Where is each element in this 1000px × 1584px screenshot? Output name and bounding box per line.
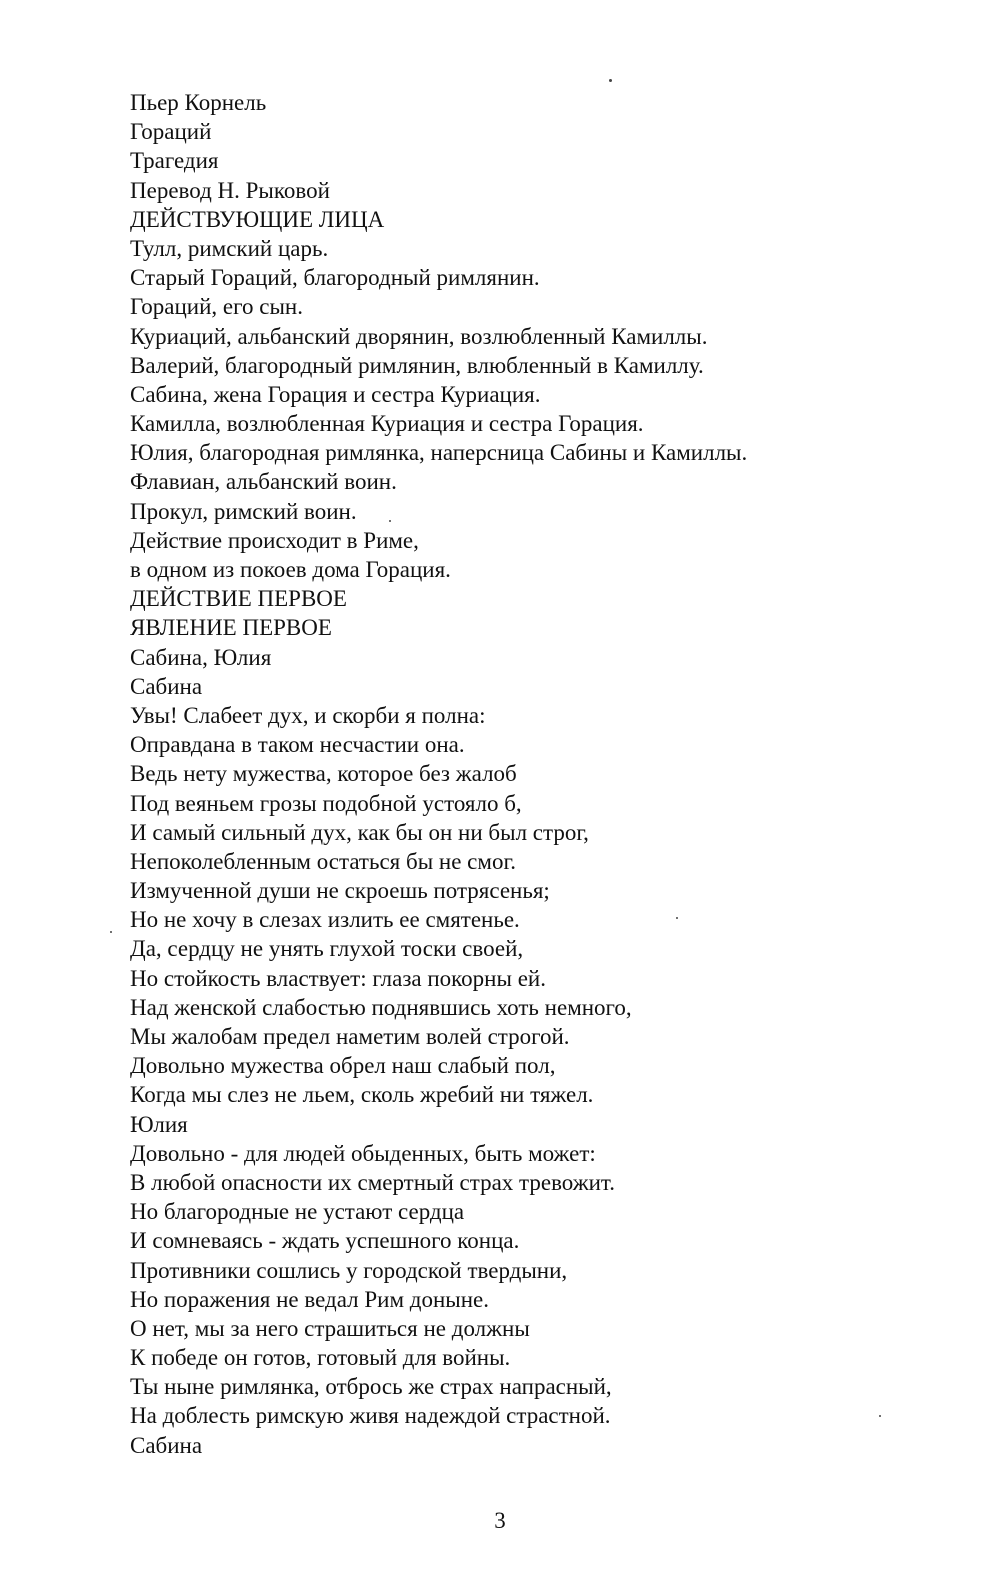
text-line: ДЕЙСТВИЕ ПЕРВОЕ (130, 586, 347, 612)
text-line: Над женской слабостью поднявшись хоть немного, (130, 994, 632, 1020)
text-line: Сабина, Юлия (130, 644, 272, 670)
text-line: И сомневаясь - ждать успешного конца. (130, 1228, 520, 1254)
text-line: Трагедия (130, 148, 219, 174)
text-line: Измученной души не скроешь потрясенья; (130, 878, 550, 904)
text-line: И самый сильный дух, как бы он ни был строг, (130, 819, 589, 845)
text-line: Сабина (130, 1432, 203, 1458)
text-line: Непоколебленным остаться бы не смог. (130, 848, 517, 874)
text-line: Да, сердцу не унять глухой тоски своей, (130, 936, 524, 962)
play-text (130, 88, 930, 1460)
text-line: Юлия (130, 1111, 188, 1137)
page-number: 3 (494, 1508, 506, 1533)
text-line: Ты ныне римлянка, отбрось же страх напрасный, (130, 1374, 612, 1400)
scan-speck (676, 917, 678, 919)
text-line: Куриаций, альбанский дворянин, возлюбленный Камиллы. (130, 323, 708, 349)
text-line: Гораций, его сын. (130, 294, 303, 320)
text-line: Юлия, благородная римлянка, наперсница Сабины и Камиллы. (130, 440, 748, 466)
text-line: Довольно мужества обрел наш слабый пол, (130, 1053, 556, 1079)
text-line: Когда мы слез не льем, сколь жребий ни тяжел. (130, 1082, 594, 1108)
text-line: Сабина (130, 673, 203, 699)
text-line: Довольно - для людей обыденных, быть может: (130, 1140, 596, 1166)
text-line: Действие происходит в Риме, (130, 527, 419, 553)
text-line: Прокул, римский воин. (130, 498, 357, 524)
text-line: Камилла, возлюбленная Куриация и сестра Горация. (130, 411, 644, 437)
text-line: Тулл, римский царь. (130, 235, 329, 261)
text-line: Старый Гораций, благородный римлянин. (130, 265, 540, 291)
text-line: К победе он готов, готовый для войны. (130, 1345, 511, 1371)
text-line: Но благородные не устают сердца (130, 1199, 465, 1225)
text-line: Ведь нету мужества, которое без жалоб (130, 761, 517, 787)
text-line: Но поражения не ведал Рим доныне. (130, 1286, 489, 1312)
text-line: Противники сошлись у городской твердыни, (130, 1257, 568, 1283)
text-line: Сабина, жена Горация и сестра Куриация. (130, 381, 541, 407)
text-line: Увы! Слабеет дух, и скорби я полна: (130, 702, 486, 728)
text-line: Пьер Корнель (130, 90, 267, 115)
text-line: О нет, мы за него страшиться не должны (130, 1315, 530, 1341)
scan-speck (879, 1415, 881, 1417)
text-line: Оправдана в таком несчастии она. (130, 732, 465, 758)
text-line: Гораций (130, 119, 212, 145)
text-line: Флавиан, альбанский воин. (130, 469, 397, 495)
text-line: В любой опасности их смертный страх тревожит. (130, 1169, 615, 1195)
text-line: Перевод Н. Рыковой (130, 177, 330, 203)
text-line: ЯВЛЕНИЕ ПЕРВОЕ (130, 615, 332, 641)
scan-speck (110, 931, 112, 933)
text-line: Но стойкость властвует: глаза покорны ей. (130, 965, 546, 991)
scan-speck (609, 79, 612, 82)
scan-speck (389, 520, 391, 522)
text-line: ДЕЙСТВУЮЩИЕ ЛИЦА (130, 206, 385, 232)
text-line: На доблесть римскую живя надеждой страстной. (130, 1403, 611, 1429)
text-line: Валерий, благородный римлянин, влюбленный в Камиллу. (130, 352, 704, 378)
text-line: Под веяньем грозы подобной устояло б, (130, 790, 522, 816)
text-line: в одном из покоев дома Горация. (130, 557, 451, 582)
text-line: Мы жалобам предел наметим волей строгой. (130, 1024, 570, 1049)
text-line: Но не хочу в слезах излить ее смятенье. (130, 907, 520, 933)
